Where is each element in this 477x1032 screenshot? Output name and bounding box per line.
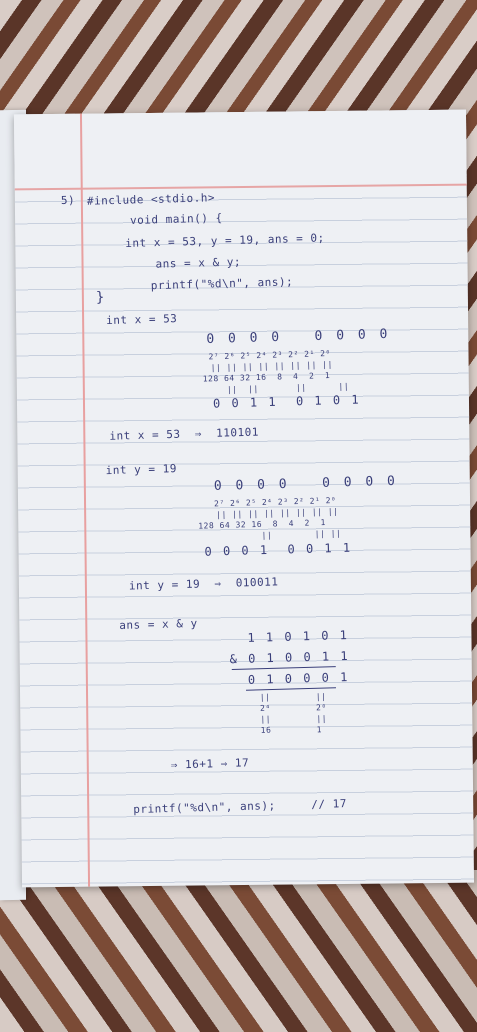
and-power-left: || 2⁴ || 16 bbox=[259, 692, 272, 735]
fabric-background-bottom bbox=[0, 870, 477, 1032]
closing-brace: } bbox=[95, 289, 106, 306]
y-eq-marks: || || || || || || || || bbox=[216, 506, 339, 520]
and-result: 0 1 0 0 0 1 bbox=[247, 670, 350, 687]
notebook-page bbox=[14, 110, 474, 888]
x-powers: 2⁷ 2⁶ 2⁵ 2⁴ 2³ 2² 2¹ 2⁰ bbox=[208, 349, 331, 362]
y-title: int y = 19 bbox=[105, 462, 178, 478]
y-powers: 2⁷ 2⁶ 2⁵ 2⁴ 2³ 2² 2¹ 2⁰ bbox=[213, 495, 337, 509]
x-binary: 0 0 1 1 0 1 0 1 bbox=[212, 392, 361, 411]
include-line: #include <stdio.h> bbox=[86, 191, 216, 208]
x-bits-template: 0 0 0 0 0 0 0 0 bbox=[206, 326, 391, 347]
x-result: int x = 53 ⇒ 110101 bbox=[109, 425, 260, 443]
margin-line bbox=[80, 114, 90, 887]
y-binary: 0 0 0 1 0 0 1 1 bbox=[204, 540, 353, 559]
and-sum: ⇒ 16+1 ⇒ 17 bbox=[170, 756, 250, 772]
and-row-y: & 0 1 0 0 1 1 bbox=[229, 648, 350, 667]
x-title: int x = 53 bbox=[105, 312, 178, 328]
y-values: 128 64 32 16 8 4 2 1 bbox=[198, 518, 326, 531]
declaration-line: int x = 53, y = 19, ans = 0; bbox=[125, 231, 325, 250]
assign-line: ans = x & y; bbox=[155, 255, 242, 271]
and-underline bbox=[232, 666, 336, 670]
x-values: 128 64 32 16 8 4 2 1 bbox=[202, 370, 331, 384]
final-printf: printf("%d\n", ans); // 17 bbox=[133, 797, 348, 817]
print-line: printf("%d\n", ans); bbox=[150, 275, 294, 293]
y-result: int y = 19 ⇒ 010011 bbox=[128, 575, 279, 593]
x-eq-marks-2: || || || || bbox=[226, 381, 350, 395]
main-signature: void main() { bbox=[129, 211, 223, 227]
y-bits-template: 0 0 0 0 0 0 0 0 bbox=[213, 473, 399, 494]
y-eq-marks-2: || || || bbox=[208, 528, 342, 542]
x-eq-marks: || || || || || || || || bbox=[210, 359, 333, 373]
question-number: 5) bbox=[60, 193, 76, 208]
and-power-right: || 2⁰ || 1 bbox=[315, 692, 328, 735]
and-row-x: 1 1 0 1 0 1 bbox=[247, 628, 350, 645]
and-title: ans = x & y bbox=[119, 616, 198, 632]
